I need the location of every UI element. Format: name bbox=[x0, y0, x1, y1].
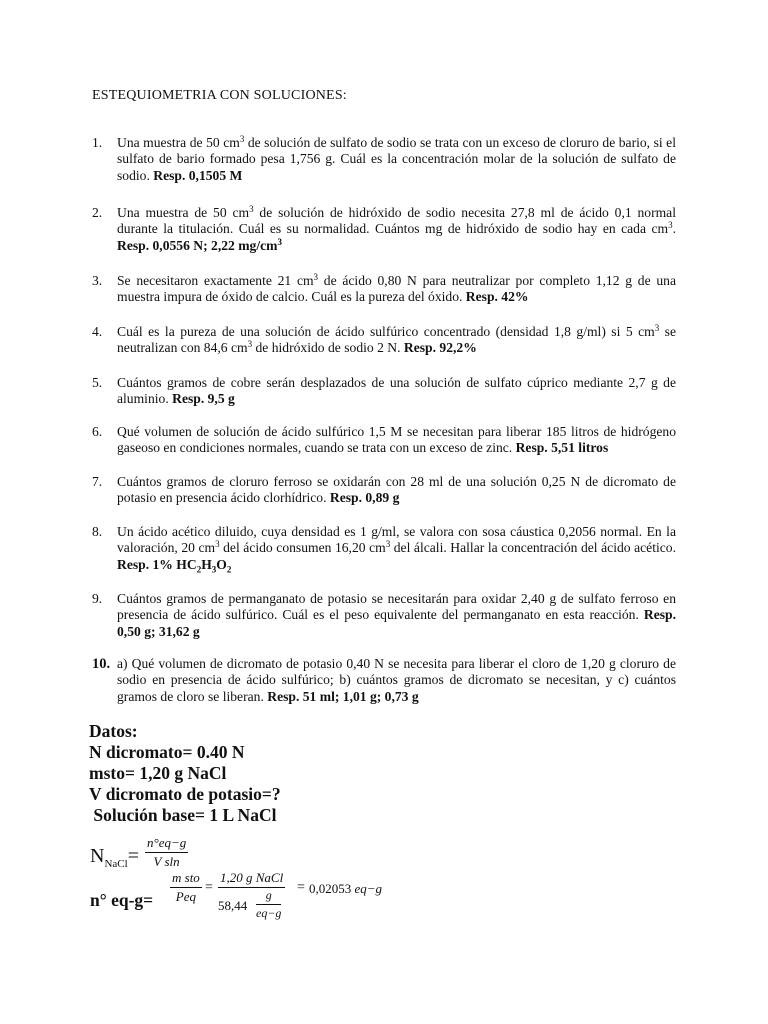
problem-item bbox=[92, 591, 676, 640]
problem-number: 6. bbox=[92, 424, 103, 439]
fraction bbox=[218, 870, 285, 925]
problem-number: 7. bbox=[92, 474, 103, 489]
problem-text: a) Qué volumen de dicromato de potasio 0,40 N se necesita para liberar el cloro de 1,20 g cloruro de sodio en presencia de ácido sulfúrico; b) cuántos gramos de dicromato se necesitan, y c) cuántos gramos de cloro se liberan. Resp. 51 ml; 1,01 g; 0,73 g bbox=[117, 656, 676, 704]
fraction-numerator: 1,20 g NaCl bbox=[218, 870, 285, 888]
answer: Resp. 9,5 g bbox=[172, 391, 235, 407]
formula-result: 0,02053 eq−g bbox=[309, 881, 383, 896]
answer: Resp. 0,89 g bbox=[329, 490, 400, 506]
problem-text: Se necesitaron exactamente 21 $cm^3$ de ácido 0,80 N para neutralizar por completo 1,12 g de una muestra impura de óxido de calcio. Cuál es la pureza del óxido. Resp. 42% bbox=[117, 272, 676, 305]
problem-item bbox=[92, 656, 676, 705]
formula-lhs: $N_{NaCl}=$ bbox=[90, 845, 139, 870]
answer: Resp. 0,0556 N; 2,22 $mg/cm^3$ bbox=[117, 236, 282, 253]
answer: Resp. 0,1505 M bbox=[153, 167, 243, 183]
problem-text: Cuántos gramos de cloruro ferroso se oxidarán con 28 ml de una solución 0,25 N de dicromato de potasio en presencia ácido clorhídrico. Resp. 0,89 g bbox=[117, 474, 676, 506]
fraction-denominator: V sln bbox=[153, 854, 180, 869]
problem-number: 2. bbox=[92, 205, 103, 220]
fraction-denominator: Peq bbox=[175, 889, 197, 904]
problem-item bbox=[92, 474, 676, 507]
datos-line: N dicromato= 0.40 N bbox=[89, 742, 245, 762]
problem-item bbox=[92, 375, 676, 408]
datos-heading: Datos: bbox=[89, 721, 138, 741]
fraction bbox=[145, 835, 188, 870]
problem-number: 9. bbox=[92, 591, 103, 606]
datos-block bbox=[89, 721, 281, 826]
fraction-denominator: 58,44 $\frac{g}{eq-g}$ bbox=[218, 888, 282, 920]
datos-line: msto= 1,20 g NaCl bbox=[89, 763, 227, 783]
answer: Resp. 5,51 litros bbox=[515, 440, 609, 456]
problem-text: Una muestra de 50 $cm^3$ de solución de hidróxido de sodio necesita 27,8 ml de ácido 0,1 normal durante la titulación. Cuál es su normalidad. Cuántos mg de hidróxido de sodio hay en cada $cm^3$. Resp. 0,0556 N; 2,22 $mg/cm^3$ bbox=[117, 204, 676, 253]
formula-lhs: n° eq-g= bbox=[90, 890, 154, 910]
datos-line: Solución base= 1 L NaCl bbox=[89, 805, 277, 825]
problem-item bbox=[92, 324, 676, 357]
problem-number: 1. bbox=[92, 135, 103, 150]
fraction bbox=[170, 870, 202, 905]
problem-text: Un ácido acético diluido, cuya densidad es 1 g/ml, se valora con sosa cáustica 0,2056 normal. En la valoración, 20 $cm^3$ del ácido consumen 16,20 $cm^3$ del álcali. Hallar la concentración del ácido acético. Resp. 1% $HC_2H_3O_2$ bbox=[117, 524, 676, 575]
fraction-numerator: m sto bbox=[170, 870, 202, 888]
answer: Resp. 92,2% bbox=[403, 340, 477, 356]
problem-number: 4. bbox=[92, 324, 103, 339]
problem-number: 5. bbox=[92, 375, 103, 390]
problem-item bbox=[92, 273, 676, 306]
problem-text: Qué volumen de solución de ácido sulfúrico 1,5 M se necesitan para liberar 185 litros de hidrógeno gaseoso en condiciones normales, cuando se trata con un exceso de zinc. Resp. 5,51 litros bbox=[117, 424, 676, 456]
equals-sign: = bbox=[297, 880, 305, 895]
answer: Resp. 1% $HC_2H_3O_2$ bbox=[117, 556, 232, 575]
problem-item bbox=[92, 205, 676, 254]
page-title: ESTEQUIOMETRIA CON SOLUCIONES: bbox=[92, 88, 347, 103]
fraction-numerator: n°eq−g bbox=[145, 835, 188, 853]
nested-fraction: $\frac{g}{eq-g}$ bbox=[256, 888, 282, 920]
problem-item bbox=[92, 135, 676, 184]
problem-text: Cuál es la pureza de una solución de ácido sulfúrico concentrado (densidad 1,8 g/ml) si 5 $cm^3$ se neutralizan con 84,6 $cm^3$ de hidróxido de sodio 2 N. Resp. 92,2% bbox=[117, 323, 676, 356]
equals-sign: = bbox=[205, 880, 213, 895]
problem-item bbox=[92, 524, 676, 573]
problem-item bbox=[92, 424, 676, 457]
problem-text: Cuántos gramos de permanganato de potasio se necesitarán para oxidar 2,40 g de sulfato ferroso en presencia de ácido sulfúrico. Cuál es el peso equivalente del permanganato en esta reacción. Resp. 0,50 g; 31,62 g bbox=[117, 591, 676, 639]
answer: Resp. 0,50 g; 31,62 g bbox=[117, 607, 676, 639]
problem-text: Cuántos gramos de cobre serán desplazados de una solución de sulfato cúprico mediante 2,7 g de aluminio. Resp. 9,5 g bbox=[117, 375, 676, 407]
problem-text: Una muestra de 50 $cm^3$ de solución de sulfato de sodio se trata con un exceso de cloruro de bario, si el sulfato de bario formado pesa 1,756 g. Cuál es la concentración molar de la solución de sulfato de sodio. Resp. 0,1505 M bbox=[117, 134, 676, 183]
answer: Resp. 42% bbox=[465, 289, 529, 305]
problem-number: 8. bbox=[92, 524, 103, 539]
datos-line: V dicromato de potasio=? bbox=[89, 784, 281, 804]
problem-number: 3. bbox=[92, 273, 103, 288]
problem-number: 10. bbox=[92, 656, 111, 672]
answer: Resp. 51 ml; 1,01 g; 0,73 g bbox=[267, 688, 419, 704]
